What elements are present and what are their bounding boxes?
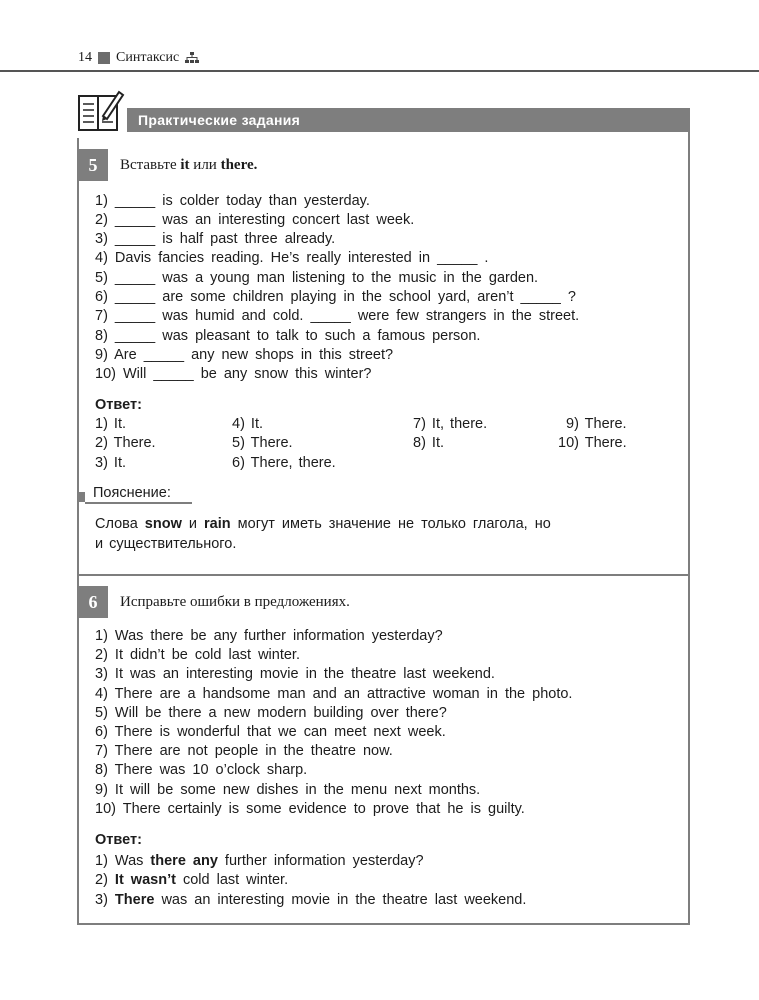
task-title-text: или (193, 157, 217, 173)
task-divider (77, 574, 690, 576)
answer-item: 2) There. (95, 435, 156, 451)
list-item: 10) There certainly is some evidence to prove that he is guilty. (95, 801, 525, 817)
answer-fragment: 1) Was (95, 853, 151, 869)
list-item: 10) Will _____ be any snow this winter? (95, 366, 372, 382)
answer-item: 8) It. (413, 435, 445, 451)
answer-item: 1) It. (95, 416, 127, 432)
answer-correction: There (114, 892, 155, 908)
list-item: 8) _____ was pleasant to talk to such a famous person. (95, 328, 481, 344)
task-number-badge: 5 (78, 149, 108, 181)
list-item: 3) _____ is half past three already. (95, 231, 336, 247)
page-header (78, 50, 199, 66)
explanation-keyword: snow (144, 516, 182, 532)
list-item: 3) It was an interesting movie in the theatre last weekend. (95, 666, 495, 682)
explanation-text-line2: и существительного. (95, 536, 237, 552)
list-item: 1) Was there be any further information yesterday? (95, 628, 443, 644)
answer-fragment: further information yesterday? (217, 853, 424, 869)
square-icon (98, 52, 110, 64)
list-item: 4) There are a handsome man and an attractive woman in the photo. (95, 686, 573, 702)
list-item: 4) Davis fancies reading. He’s really interested in _____ . (95, 250, 489, 266)
explanation-underline (85, 502, 192, 504)
answer-item: 9) There. (566, 416, 627, 432)
answer-fragment: 3) (95, 892, 115, 908)
answer-item (95, 872, 288, 888)
answer-item: 3) It. (95, 455, 127, 471)
tree-icon (185, 52, 199, 64)
answer-item: 7) It, there. (413, 416, 488, 432)
answer-fragment: 2) (95, 872, 115, 888)
list-item: 5) _____ was a young man listening to the music in the garden. (95, 270, 539, 286)
page-number: 14 (78, 50, 92, 65)
list-item: 7) There are not people in the theatre now. (95, 743, 393, 759)
answer-item: 5) There. (232, 435, 293, 451)
explanation-heading: Пояснение: (93, 485, 171, 501)
list-item: 2) _____ was an interesting concert last week. (95, 212, 415, 228)
task-title-word: it (180, 157, 190, 173)
answer-heading: Ответ: (95, 832, 142, 848)
task-title-text: Вставьте (120, 157, 177, 173)
list-item: 5) Will be there a new modern building over there? (95, 705, 447, 721)
task-number-badge: 6 (78, 586, 108, 618)
list-item: 2) It didn’t be cold last winter. (95, 647, 300, 663)
explanation-marker (77, 492, 85, 502)
answer-correction: there any (150, 853, 218, 869)
answer-item: 6) There, there. (232, 455, 336, 471)
task-title-word: there. (220, 157, 258, 173)
task-title (120, 157, 257, 174)
explanation-fragment: могут иметь значение не только глагола, но (237, 516, 551, 532)
task-title: Исправьте ошибки в предложениях. (120, 594, 350, 610)
answer-fragment: cold last winter. (175, 872, 289, 888)
answer-correction: It wasn’t (114, 872, 176, 888)
section-title: Синтаксис (116, 50, 180, 65)
answer-item: 10) There. (558, 435, 627, 451)
notebook-pen-icon (75, 86, 127, 138)
answer-item (95, 892, 526, 908)
answer-item: 4) It. (232, 416, 264, 432)
list-item: 8) There was 10 o’clock sharp. (95, 762, 308, 778)
list-item: 9) Are _____ any new shops in this street? (95, 347, 394, 363)
explanation-fragment: и (188, 516, 197, 532)
explanation-keyword: rain (204, 516, 231, 532)
answer-heading: Ответ: (95, 397, 142, 413)
explanation-text (95, 516, 551, 532)
header-rule (0, 70, 759, 72)
list-item: 1) _____ is colder today than yesterday. (95, 193, 370, 209)
answer-item (95, 853, 424, 869)
answer-fragment: was an interesting movie in the theatre last weekend. (154, 892, 527, 908)
list-item: 6) _____ are some children playing in the school yard, aren’t _____ ? (95, 289, 576, 305)
list-item: 7) _____ was humid and cold. _____ were few strangers in the street. (95, 308, 580, 324)
list-item: 9) It will be some new dishes in the menu next months. (95, 782, 481, 798)
panel-title: Практические задания (138, 112, 301, 128)
list-item: 6) There is wonderful that we can meet next week. (95, 724, 446, 740)
explanation-fragment: Слова (95, 516, 138, 532)
